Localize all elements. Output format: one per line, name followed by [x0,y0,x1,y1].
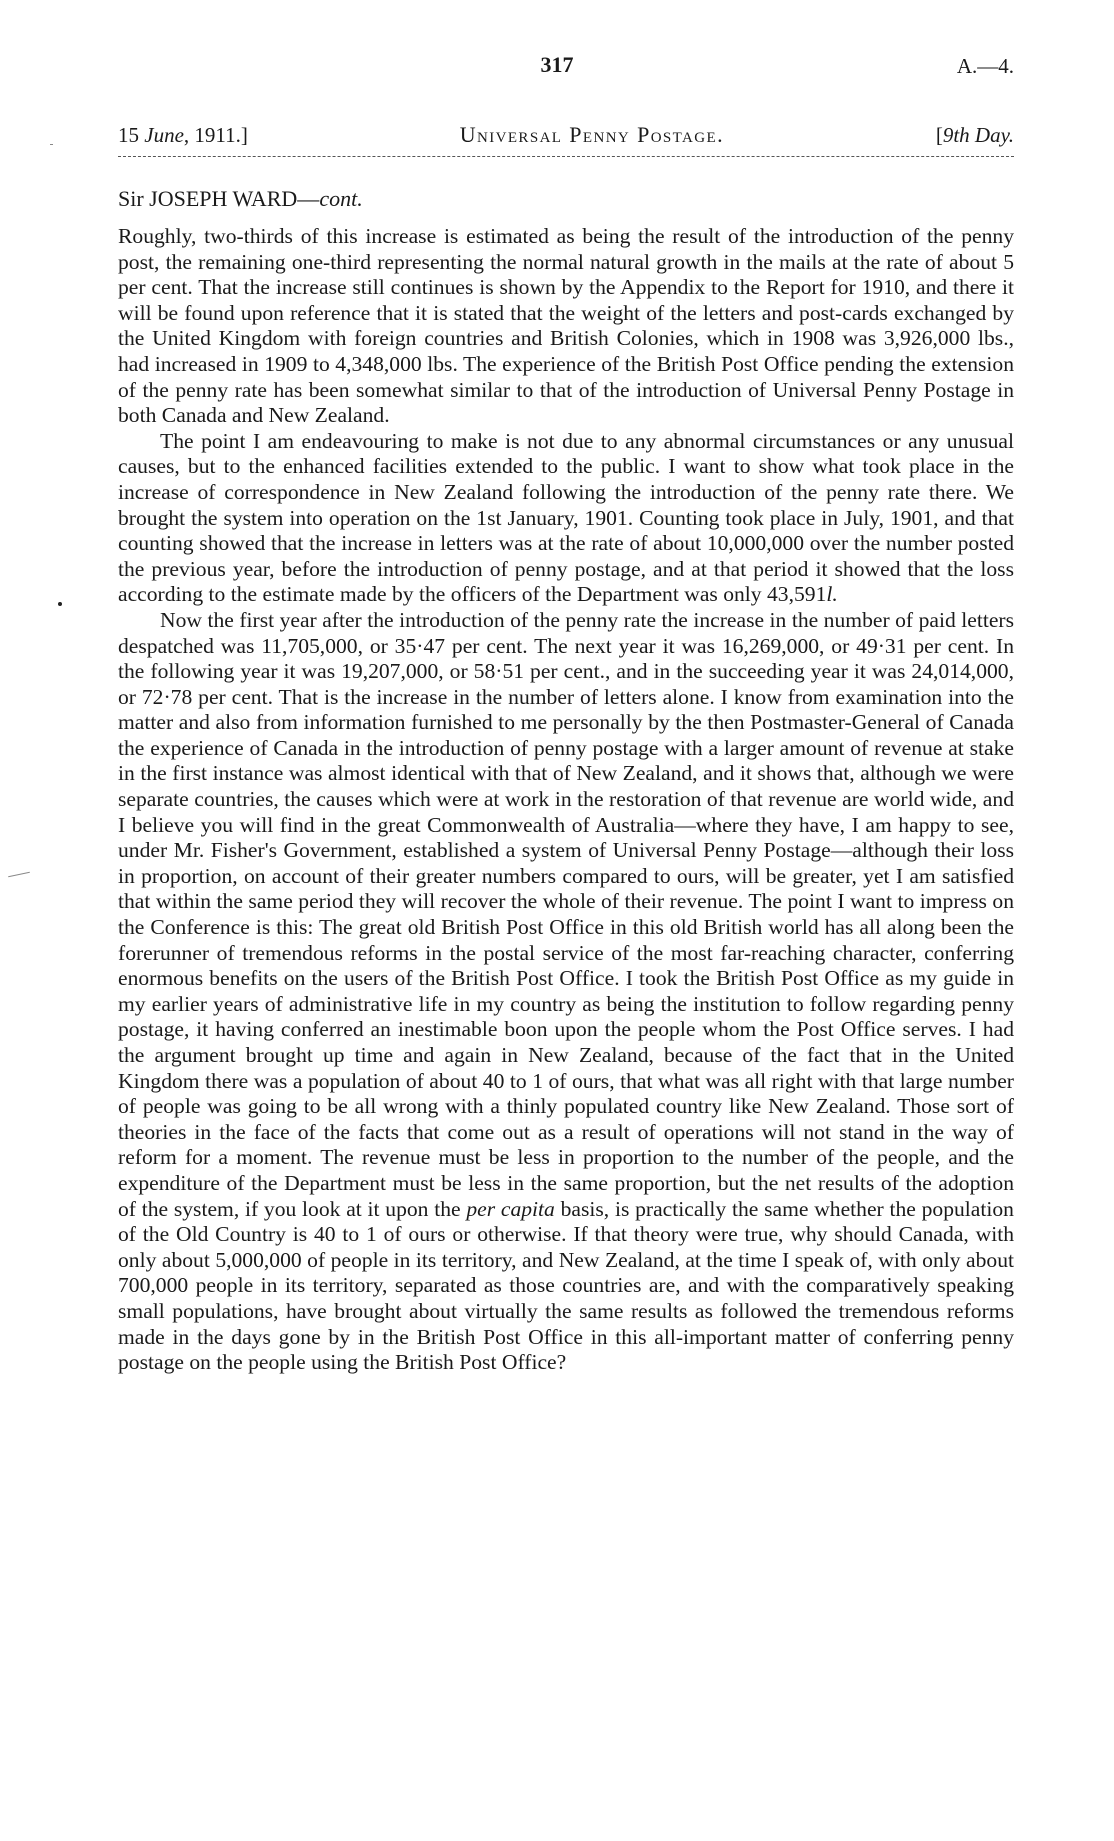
paragraph-3-text: Now the first year after the introduction of the penny rate the increase in the number of paid letters despatched was 11,705,000, or 35·47 per cent. The next year it was 16,269,000, or 49·31 per cent. In the following year it was 19,207,000, or 58·51 per cent., and in the succeeding year it was 24,014,000, or 72·78 per cent. That is the increase in the number of letters alone. I know from examination into the matter and also from information furnished to me personally by the then Postmaster-General of Canada the experience of Canada in the introduction of penny postage with a larger amount of revenue at stake in the first instance was almost identical with that of New Zealand, and it shows that, although we were separate countries, the causes which were at work in the restoration of that revenue are world wide, and I believe you will find in the great Commonwealth of Australia—where they have, I am happy to see, under Mr. Fisher's Government, established a system of Universal Penny Postage—although their loss in proportion, on account of their greater numbers compared to ours, will be greater, yet I am satisfied that within the same period they will recover the whole of their revenue. The point I want to impress on the Conference is this: The great old British Post Office in this old British world has all along been the forerunner of tremendous reforms in the postal service of the most far-reaching character, conferring enormous benefits on the users of the British Post Office. I took the British Post Office as my guide in my earlier years of administrative life in my country as being the institution to follow regarding penny postage, it having conferred an inestimable boon upon the people whom the Post Office serves. I had the argument brought up time and again in New Zealand, because of the fact that in the United Kingdom there was a population of about 40 to 1 of ours, that what was all right with that large number of people was going to be all wrong with a thinly populated country like New Zealand. Those sort of theories in the face of the facts that come out as a result of operations will not stand in the way of reform for a moment. The revenue must be less in proportion to the number of the people, and the expenditure of the Department must be less in the same proportion, but the net results of the adoption of the system, if you look at it upon the [118,607,1014,1221]
pound-abbrev: l. [826,582,838,607]
header-rule [118,156,1014,157]
day-bracket: [ [935,123,943,147]
speaker-name: Sir JOSEPH WARD— [118,186,320,211]
margin-mark [8,872,30,878]
header-day [936,123,1014,148]
speaker-heading [118,186,363,212]
date-prefix: 15 [118,123,145,147]
speaker-cont: cont. [319,186,363,211]
paragraph-1: Roughly, two-thirds of this increase is estimated as being the result of the introduction of the penny post, the remaining one-third representing the normal natural growth in the mails at the rate of about 5 per cent. That the increase still continues is shown by the Appendix to the Report for 1910, and there it will be found upon reference that it is stated that the weight of the letters and post-cards exchanged by the United Kingdom with foreign countries and British Colonies, which in 1908 was 3,926,000 lbs., had increased in 1909 to 4,348,000 lbs. The experience of the British Post Office pending the extension of the penny rate has been somewhat similar to that of the introduction of Universal Penny Postage in both Canada and New Zealand. [118,224,1014,428]
header-title: Universal Penny Postage. [459,122,724,147]
paragraph-3-continued: basis, is practically the same whether the population of the Old Country is 40 to 1 of ours or otherwise. If that theory were true, why should Canada, with only about 5,000,000 of people in its territory, and New Zealand, at the time I speak of, with only about 700,000 people in its territory, separated as those countries are, and with the comparatively speaking small populations, have brought about virtually the same results as followed the tremendous reforms made in the days gone by in the British Post Office in this all-important matter of conferring penny postage on the people using the British Post Office? [118,1196,1014,1375]
date-month: June [144,123,184,147]
running-header [118,122,1014,148]
paragraph-2-text: The point I am endeavouring to make is not due to any abnormal circumstances or any unusual causes, but to the enhanced facilities extended to the public. I want to show what took place in the increase of correspondence in New Zealand following the introduction of the penny rate there. We brought the system into operation on the 1st January, 1901. Counting took place in July, 1901, and that counting showed that the increase in letters was at the rate of about 10,000,000 over the number posted the previous year, before the introduction of penny postage, and at that period it showed that the loss according to the estimate made by the officers of the Department was only 43,591 [118,428,1014,607]
paragraph-3 [118,608,1014,1376]
header-date [118,123,248,148]
body-text [118,224,1014,1376]
margin-mark [50,144,53,145]
margin-mark [58,602,62,606]
day-label: 9th Day. [942,123,1014,147]
date-suffix: , 1911.] [183,123,248,147]
page-number: 317 [540,52,574,77]
per-capita-term: per capita [466,1196,555,1221]
document-reference: A.—4. [956,54,1014,78]
paragraph-2 [118,429,1014,608]
